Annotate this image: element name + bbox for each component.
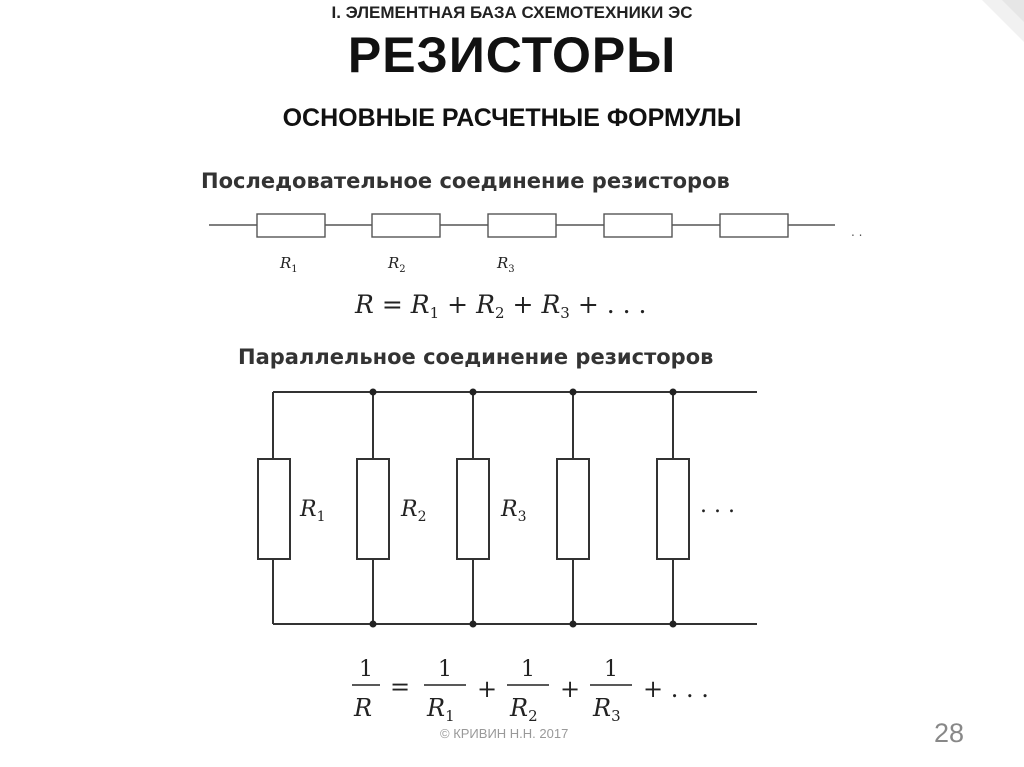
series-resistor-4 [604, 214, 672, 237]
series-label-r1: $R_1$ [280, 254, 298, 275]
lhs-numerator: 1 [359, 657, 373, 682]
parallel-label-r1: $R_1$ [300, 497, 326, 525]
plus-1: + [477, 675, 498, 703]
plus-2: + [560, 675, 581, 703]
parallel-formula-text [353, 657, 709, 725]
series-formula: $R = R_1 + R_2 + R_3$ + . . . [355, 290, 647, 322]
parallel-resistor-3 [457, 459, 489, 559]
junction-bottom-5 [670, 621, 677, 628]
formula-tail: + . . . [643, 675, 709, 703]
parallel-resistor-5 [657, 459, 689, 559]
page-number: 28 [933, 718, 964, 748]
page-subtitle: ОСНОВНЫЕ РАСЧЕТНЫЕ ФОРМУЛЫ [282, 104, 742, 132]
series-labels [279, 254, 515, 275]
parallel-label-r2: $R_2$ [401, 497, 427, 525]
junction-bottom-2 [370, 621, 377, 628]
denominator-3: $R_3$ [593, 694, 621, 725]
series-label-r2: $R_2$ [388, 254, 406, 275]
page-title: РЕЗИСТОРЫ [347, 27, 677, 83]
junction-bottom-3 [470, 621, 477, 628]
parallel-ellipsis: . . . [700, 493, 735, 518]
formula-equals: = [390, 673, 411, 701]
junction-top-2 [370, 389, 377, 396]
lhs-denominator: R [354, 694, 373, 722]
junction-top-5 [670, 389, 677, 396]
series-resistor-5 [720, 214, 788, 237]
copyright-text: © КРИВИН Н.Н. 2017 [440, 726, 569, 741]
junction-top-4 [570, 389, 577, 396]
parallel-resistor-4 [557, 459, 589, 559]
junction-top-3 [470, 389, 477, 396]
denominator-2: $R_2$ [510, 694, 538, 725]
series-heading: Последовательное соединение резисторов [201, 169, 730, 193]
series-circuit [209, 214, 835, 237]
series-label-r3: $R_3$ [497, 254, 515, 275]
series-trailing-dots: . . [851, 225, 863, 239]
parallel-label-r3: $R_3$ [501, 497, 527, 525]
numerator-1: 1 [438, 657, 452, 682]
numerator-2: 1 [521, 657, 535, 682]
series-resistor-1 [257, 214, 325, 237]
parallel-heading: Параллельное соединение резисторов [238, 345, 714, 369]
parallel-resistor-1 [258, 459, 290, 559]
parallel-resistor-2 [357, 459, 389, 559]
numerator-3: 1 [604, 657, 618, 682]
junction-bottom-4 [570, 621, 577, 628]
denominator-1: $R_1$ [427, 694, 455, 725]
series-resistor-3 [488, 214, 556, 237]
series-resistor-2 [372, 214, 440, 237]
section-title: I. ЭЛЕМЕНТНАЯ БАЗА СХЕМОТЕХНИКИ ЭС [331, 3, 693, 22]
